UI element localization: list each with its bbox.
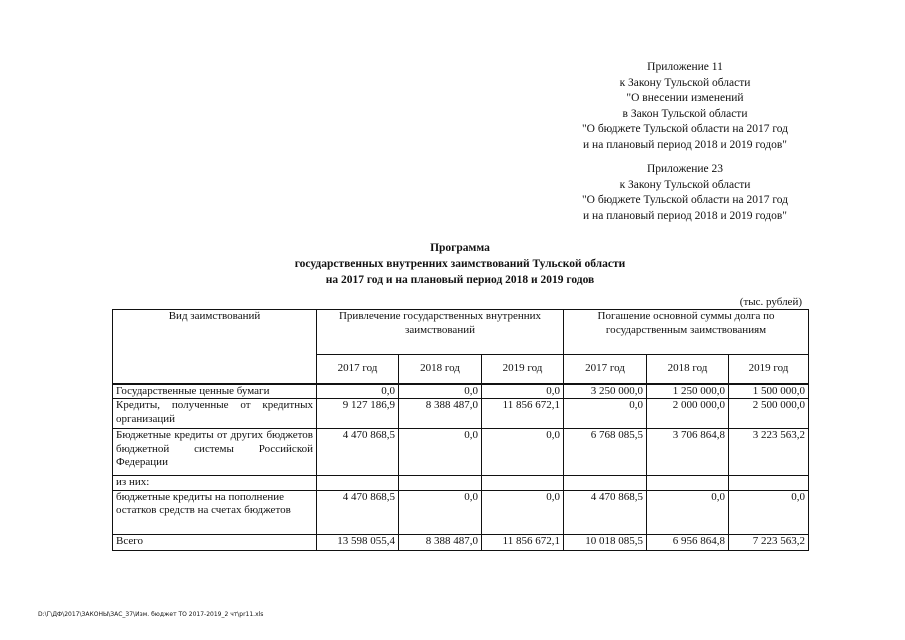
appendix-line: к Закону Тульской области [619,178,751,191]
cell-value: 0,0 [482,429,564,476]
cell-value: 0,0 [564,399,647,429]
header-year: 2019 год [482,355,564,384]
appendix-line: в Закон Тульской области [622,107,748,120]
cell-value: 1 500 000,0 [729,384,809,399]
file-path-footer: D:\Г\ДФ\2017\ЗАКОНЫ\ЗАС_37\Изм. бюджет ТО 2017-2019_2 чт\pr11.xls [38,611,264,618]
cell-value: 4 470 868,5 [317,429,399,476]
appendix-line: "О бюджете Тульской области на 2017 год [581,123,789,135]
cell-value: 6 768 085,5 [564,429,647,476]
table-row-total [113,534,809,550]
cell-value: 3 250 000,0 [564,384,647,399]
cell-value: 10 018 085,5 [564,534,647,550]
cell-value: 3 706 864,8 [647,429,729,476]
appendix-line: и на плановый период 2018 и 2019 годов" [583,138,787,151]
table-row [113,490,809,534]
cell-value: 3 223 563,2 [729,429,809,476]
appendix-line: Приложение 23 [646,163,724,175]
cell-value: 0,0 [482,490,564,534]
cell-value [399,476,482,491]
cell-value [647,476,729,491]
cell-value: 0,0 [482,384,564,399]
table-row [113,476,809,491]
row-label: бюджетные кредиты на пополнение остатков средств на счетах бюджетов [113,490,317,534]
appendix-line: и на плановый период 2018 и 2019 годов" [583,209,787,222]
cell-value: 9 127 186,9 [317,399,399,429]
cell-value: 11 856 672,1 [482,534,564,550]
table-row [113,399,809,429]
cell-value: 2 500 000,0 [729,399,809,429]
cell-value: 0,0 [399,429,482,476]
row-label: Кредиты, полученные от кредитных организаций [113,399,317,429]
header-year: 2017 год [564,355,647,384]
cell-value: 0,0 [317,384,399,399]
cell-value: 4 470 868,5 [317,490,399,534]
cell-value [564,476,647,491]
borrowing-table [112,309,809,551]
header-year: 2018 год [647,355,729,384]
cell-value: 0,0 [647,490,729,534]
title-line: государственных внутренних заимствований Тульской области [294,258,626,270]
cell-value: 0,0 [729,490,809,534]
header-repay-group: Погашение основной суммы долга по государственным заимствованиям [564,310,809,355]
document-title [200,240,720,288]
cell-value: 6 956 864,8 [647,534,729,550]
header-year: 2019 год [729,355,809,384]
appendix-line: "О бюджете Тульской области на 2017 год [581,194,789,206]
cell-value: 4 470 868,5 [564,490,647,534]
cell-value: 13 598 055,4 [317,534,399,550]
cell-value: 2 000 000,0 [647,399,729,429]
cell-value: 11 856 672,1 [482,399,564,429]
row-label: из них: [113,476,317,491]
units-label: (тыс. рублей) [739,296,802,308]
appendix-23-header [570,162,800,224]
cell-value: 8 388 487,0 [399,534,482,550]
table-row [113,429,809,476]
cell-value [317,476,399,491]
table-row [113,384,809,399]
appendix-line: Приложение 11 [647,61,723,73]
row-label: Государственные ценные бумаги [113,384,317,399]
title-line: на 2017 год и на плановый период 2018 и 2019 годов [325,274,595,286]
cell-value: 0,0 [399,384,482,399]
title-line: Программа [430,242,490,254]
header-type: Вид заимствований [113,310,317,384]
row-label: Бюджетные кредиты от других бюджетов бюджетной системы Российской Федерации [113,429,317,476]
cell-value [482,476,564,491]
cell-value [729,476,809,491]
header-year: 2018 год [399,355,482,384]
cell-value: 1 250 000,0 [647,384,729,399]
appendix-line: к Закону Тульской области [619,76,751,89]
appendix-11-header [570,60,800,153]
row-label: Всего [113,534,317,550]
cell-value: 8 388 487,0 [399,399,482,429]
appendix-line: "О внесении изменений [626,92,744,104]
cell-value: 7 223 563,2 [729,534,809,550]
header-year: 2017 год [317,355,399,384]
cell-value: 0,0 [399,490,482,534]
header-raise-group: Привлечение государственных внутренних заимствований [317,310,564,355]
